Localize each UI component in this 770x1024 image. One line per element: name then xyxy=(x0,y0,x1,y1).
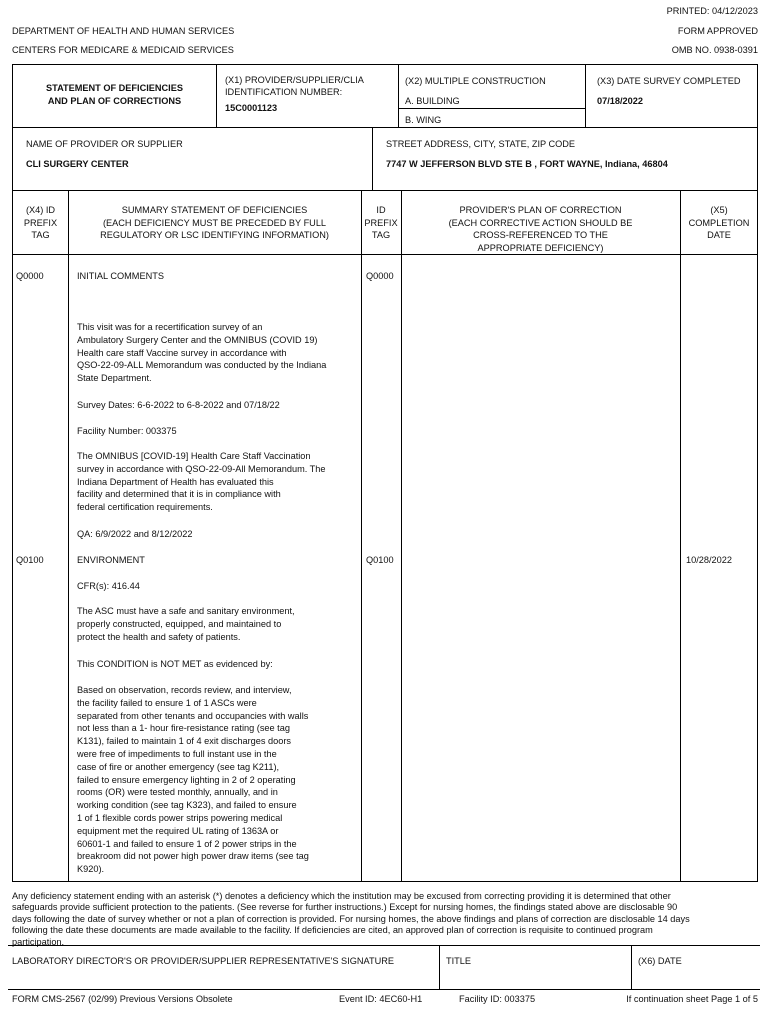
statement-title xyxy=(13,82,216,107)
column-header-x5 xyxy=(680,204,758,242)
department-name: DEPARTMENT OF HEALTH AND HUMAN SERVICES xyxy=(12,26,235,36)
statement-title-line: STATEMENT OF DEFICIENCIES xyxy=(46,83,183,93)
text-line: survey in accordance with QSO-22-09-All Memorandum. The xyxy=(77,463,326,474)
form-id: FORM CMS-2567 (02/99) Previous Versions Obsolete xyxy=(12,994,233,1004)
column-header-line: (X5) xyxy=(710,205,728,215)
text-line: working condition (see tag K323), and failed to ensure xyxy=(77,800,297,811)
statement-title-line: AND PLAN OF CORRECTIONS xyxy=(47,95,182,106)
disclaimer-line: participation. xyxy=(12,936,65,947)
column-header-summary xyxy=(68,204,361,242)
text-line: the facility failed to ensure 1 of 1 ASCs were xyxy=(77,697,257,708)
column-header-x4 xyxy=(13,204,68,242)
deficiency-paragraph xyxy=(77,658,357,671)
text-line: The ASC must have a safe and sanitary environment, xyxy=(77,606,295,616)
comment-paragraph xyxy=(77,450,357,514)
disclaimer-line: Any deficiency statement ending with an asterisk (*) denotes a deficiency which the institution may be excused from correcting providing it is determined that other xyxy=(12,891,671,901)
text-line: K131), failed to maintain 1 of 4 exit discharges doors xyxy=(77,736,291,747)
column-header-line: (EACH CORRECTIVE ACTION SHOULD BE xyxy=(448,217,633,228)
signature-box xyxy=(8,945,760,990)
deficiency-paragraph xyxy=(77,684,357,876)
text-line: breakroom did not power high power draw items (see tag xyxy=(77,851,309,862)
column-header-line: PROVIDER'S PLAN OF CORRECTION xyxy=(459,205,622,215)
date-field[interactable]: (X6) DATE xyxy=(638,956,682,966)
column-header-id xyxy=(361,204,401,242)
text-line: QSO-22-09-ALL Memorandum was conducted by the Indiana xyxy=(77,360,327,371)
text-line: CFR(s): 416.44 xyxy=(77,581,140,591)
column-header-line: REGULATORY OR LSC IDENTIFYING INFORMATION) xyxy=(100,230,329,240)
survey-date-value: 07/18/2022 xyxy=(597,96,643,106)
divider xyxy=(401,191,402,881)
comment-paragraph xyxy=(77,399,357,412)
row-id-tag: Q0100 xyxy=(366,555,394,565)
comment-paragraph xyxy=(77,425,357,438)
completion-date: 10/28/2022 xyxy=(686,555,732,565)
deficiency-paragraph xyxy=(77,605,357,643)
disclaimer-line: following the date these documents are made available to the facility. If deficiencies are cited, an approved plan of correction is requisite to continued program xyxy=(12,925,653,936)
column-header-plan xyxy=(401,204,680,254)
text-line: failed to ensure emergency lighting in 2 of 2 operating xyxy=(77,774,296,785)
omb-number: OMB NO. 0938-0391 xyxy=(671,45,758,55)
column-header-line: APPROPRIATE DEFICIENCY) xyxy=(477,242,604,253)
text-line: K920). xyxy=(77,864,105,875)
disclaimer-line: safeguards provide sufficient protection to the patients. (See reverse for further instructions.) Except for nursing homes, the findings stated above are disclosable 90 xyxy=(12,902,678,913)
text-line: Ambulatory Surgery Center and the OMNIBUS (COVID 19) xyxy=(77,334,318,345)
divider xyxy=(361,191,362,881)
signature-field[interactable]: LABORATORY DIRECTOR'S OR PROVIDER/SUPPLIER REPRESENTATIVE'S SIGNATURE xyxy=(12,956,394,966)
divider xyxy=(398,108,585,109)
text-line: properly constructed, equipped, and maintained to xyxy=(77,618,282,629)
text-line: rooms (OR) were tested monthly, annually, and in xyxy=(77,787,278,798)
text-line: federal certification requirements. xyxy=(77,502,213,513)
text-line: Survey Dates: 6-6-2022 to 6-8-2022 and 07/18/22 xyxy=(77,400,280,410)
text-line: QA: 6/9/2022 and 8/12/2022 xyxy=(77,529,193,539)
form-approved-label: FORM APPROVED xyxy=(677,26,758,36)
divider xyxy=(68,191,69,881)
survey-header-box xyxy=(12,64,758,128)
event-id: Event ID: 4EC60-H1 xyxy=(339,994,423,1004)
column-header-line: COMPLETION xyxy=(688,217,750,228)
disclaimer xyxy=(12,891,760,948)
text-line: 60601-1 and failed to ensure 1 of 2 power strips in the xyxy=(77,838,297,849)
column-header-line: TAG xyxy=(31,230,50,240)
column-header-line: CROSS-REFERENCED TO THE xyxy=(473,230,608,240)
divider xyxy=(585,65,586,127)
column-header-line: ID xyxy=(376,205,386,215)
deficiency-table xyxy=(12,191,758,882)
provider-box xyxy=(12,128,758,191)
text-line: Facility Number: 003375 xyxy=(77,426,177,436)
text-line: protect the health and safety of patients. xyxy=(77,631,241,642)
text-line: State Department. xyxy=(77,373,152,384)
column-header-line: (X4) ID xyxy=(25,205,56,215)
multiple-construction-label: (X2) MULTIPLE CONSTRUCTION xyxy=(405,76,546,86)
row-heading: ENVIRONMENT xyxy=(77,555,145,565)
deficiency-paragraph xyxy=(77,580,357,593)
facility-id: Facility ID: 003375 xyxy=(459,994,536,1004)
disclaimer-line: days following the date of survey whether or not a plan of correction is provided. For nursing homes, the above findings and plans of correction are disclosable 14 days xyxy=(12,913,690,924)
text-line: This visit was for a recertification survey of an xyxy=(77,322,263,332)
text-line: case of fire or another emergency (see tag K211), xyxy=(77,761,280,772)
row-id-tag: Q0000 xyxy=(366,271,394,281)
text-line: separated from other tenants and occupancies with walls xyxy=(77,710,309,721)
address-value: 7747 W JEFFERSON BLVD STE B , FORT WAYNE, Indiana, 46804 xyxy=(386,159,668,169)
column-header-line: (EACH DEFICIENCY MUST BE PRECEDED BY FULL xyxy=(102,217,327,228)
provider-id-label-line: (X1) PROVIDER/SUPPLIER/CLIA xyxy=(225,75,364,85)
row-tag: Q0000 xyxy=(16,271,44,281)
divider xyxy=(13,254,757,255)
provider-id-label xyxy=(216,75,398,98)
page-indicator: If continuation sheet Page 1 of 5 xyxy=(626,994,758,1004)
provider-id-label-line: IDENTIFICATION NUMBER: xyxy=(225,86,343,97)
wing-label: B. WING xyxy=(405,115,442,125)
text-line: facility and determined that it is in compliance with xyxy=(77,489,281,500)
provider-name-value: CLI SURGERY CENTER xyxy=(26,159,129,169)
text-line: The OMNIBUS [COVID-19] Health Care Staff Vaccination xyxy=(77,451,311,461)
column-header-line: TAG xyxy=(371,230,391,240)
column-header-line: DATE xyxy=(707,230,731,240)
column-header-line: PREFIX xyxy=(364,217,398,228)
building-label: A. BUILDING xyxy=(405,96,460,106)
divider xyxy=(372,128,373,190)
divider xyxy=(680,191,681,881)
row-heading: INITIAL COMMENTS xyxy=(77,271,164,281)
printed-date: PRINTED: 04/12/2023 xyxy=(666,6,758,16)
text-line: Indiana Department of Health has evaluated this xyxy=(77,476,274,487)
title-field[interactable]: TITLE xyxy=(446,956,472,966)
agency-name: CENTERS FOR MEDICARE & MEDICAID SERVICES xyxy=(12,45,234,55)
text-line: Health care staff Vaccine survey in accordance with xyxy=(77,347,287,358)
address-label: STREET ADDRESS, CITY, STATE, ZIP CODE xyxy=(386,139,576,149)
comment-paragraph xyxy=(77,528,357,541)
text-line: not less than a 1- hour fire-resistance rating (see tag xyxy=(77,723,290,734)
text-line: were free of impediments to full instant use in the xyxy=(77,748,277,759)
column-header-line: PREFIX xyxy=(23,217,58,228)
divider xyxy=(631,946,632,990)
text-line: equipment met the required UL rating of 1363A or xyxy=(77,825,279,836)
text-line: This CONDITION is NOT MET as evidenced by: xyxy=(77,659,273,669)
text-line: 1 of 1 flexible cords power strips powering medical xyxy=(77,812,283,823)
row-tag: Q0100 xyxy=(16,555,44,565)
provider-name-label: NAME OF PROVIDER OR SUPPLIER xyxy=(26,139,183,149)
divider xyxy=(439,946,440,990)
comment-paragraph xyxy=(77,321,357,385)
divider xyxy=(398,65,399,127)
text-line: Based on observation, records review, and interview, xyxy=(77,685,292,695)
column-header-line: SUMMARY STATEMENT OF DEFICIENCIES xyxy=(121,205,308,215)
survey-date-label: (X3) DATE SURVEY COMPLETED xyxy=(597,76,741,86)
provider-id-value: 15C0001123 xyxy=(225,103,278,113)
